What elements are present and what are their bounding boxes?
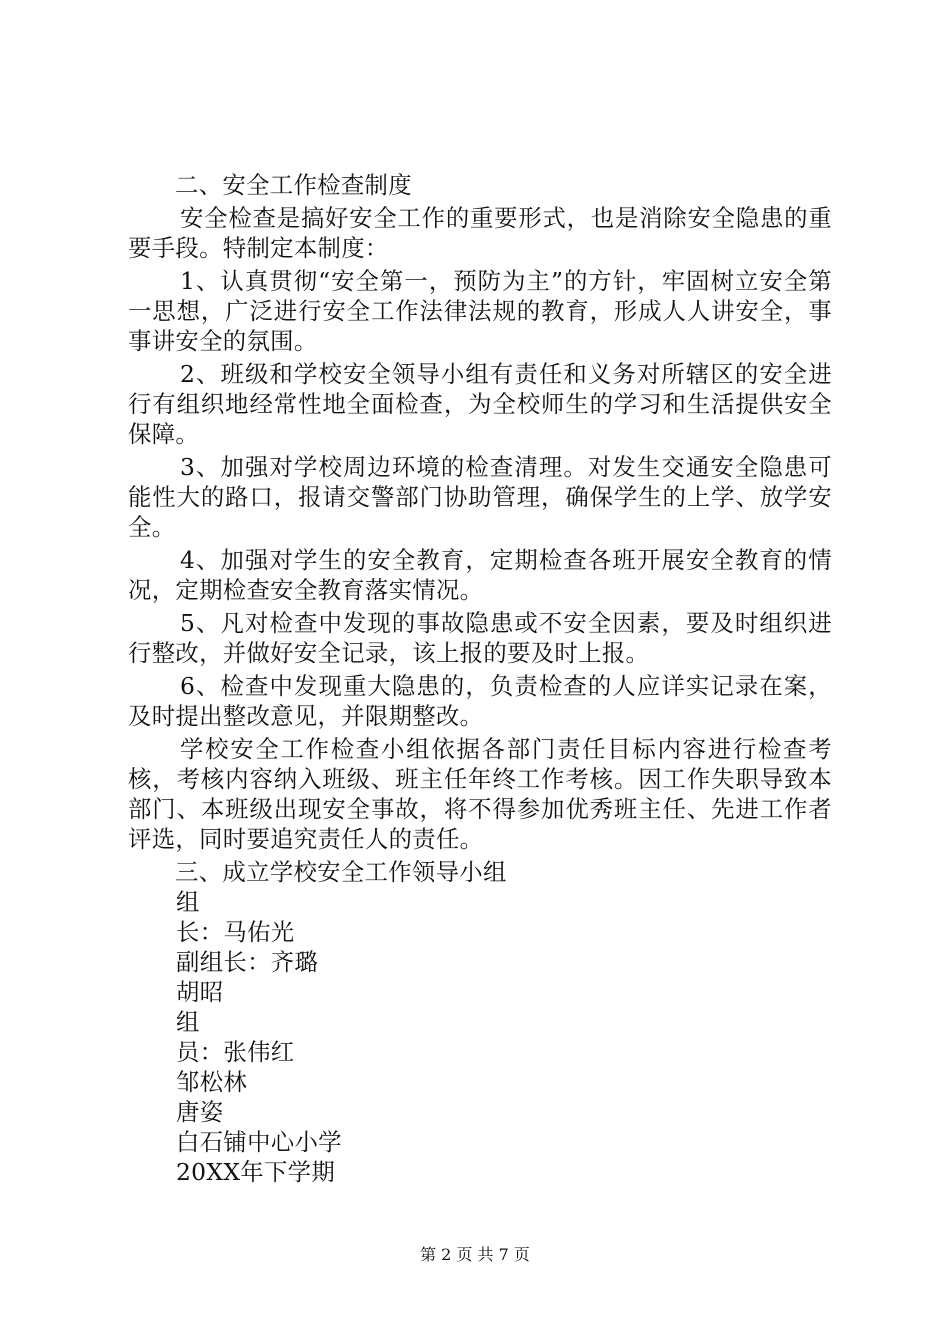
- rule-item-2: 2、班级和学校安全领导小组有责任和义务对所辖区的安全进行有组织地经常性地全面检查，为全校师生的学习和生活提供安全保障。: [128, 360, 832, 448]
- section-2-closing: 学校安全工作检查小组依据各部门责任目标内容进行检查考核，考核内容纳入班级、班主任年终工作考核。因工作失职导致本部门、本班级出现安全事故，将不得参加优秀班主任、先进工作者评选，同时要追究责任人的责任。: [128, 735, 832, 853]
- section-3-title: 三、成立学校安全工作领导小组: [175, 858, 507, 886]
- roster-line: 组: [176, 1008, 200, 1036]
- roster-line: 唐姿: [176, 1098, 224, 1126]
- rule-item-3: 3、加强对学校周边环境的检查清理。对发生交通安全隐患可能性大的路口，报请交警部门协助管理，确保学生的上学、放学安全。: [128, 453, 832, 541]
- section-2-intro: 安全检查是搞好安全工作的重要形式，也是消除安全隐患的重要手段。特制定本制度：: [128, 204, 832, 262]
- rule-item-4: 4、加强对学生的安全教育，定期检查各班开展安全教育的情况，定期检查安全教育落实情况。: [128, 546, 832, 604]
- page-number-footer: 第 2 页 共 7 页: [420, 1245, 530, 1264]
- roster-line: 胡昭: [176, 978, 224, 1006]
- document-body: [128, 170, 832, 1187]
- roster-line: 员：张伟红: [176, 1038, 295, 1066]
- rule-item-1: 1、认真贯彻“安全第一，预防为主”的方针，牢固树立安全第一思想，广泛进行安全工作法律法规的教育，形成人人讲安全，事事讲安全的氛围。: [128, 267, 832, 355]
- roster-line: 邹松林: [176, 1068, 248, 1096]
- roster-line: 组: [176, 888, 200, 916]
- leadership-roster: [128, 887, 832, 1187]
- roster-line: 长：马佑光: [176, 918, 295, 946]
- rule-item-6: 6、检查中发现重大隐患的，负责检查的人应详实记录在案，及时提出整改意见，并限期整改。: [128, 672, 832, 730]
- section-2-title: 二、安全工作检查制度: [175, 171, 412, 199]
- roster-line: 副组长：齐璐: [176, 948, 319, 976]
- term-date: 20XX年下学期: [176, 1158, 336, 1186]
- rule-item-5: 5、凡对检查中发现的事故隐患或不安全因素，要及时组织进行整改，并做好安全记录，该上报的要及时上报。: [128, 609, 832, 667]
- school-name: 白石铺中心小学: [176, 1128, 342, 1156]
